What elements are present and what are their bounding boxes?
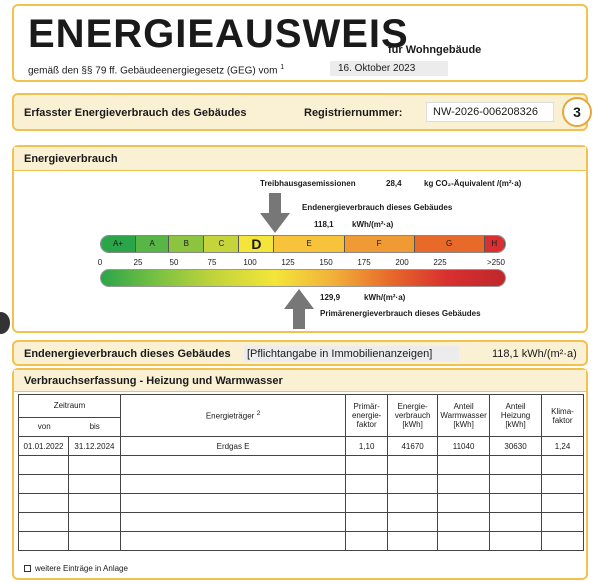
consumption-section (12, 368, 588, 580)
cell-from: 01.01.2022 (19, 437, 69, 456)
primary-energy-scale (100, 269, 506, 287)
empty-cell (68, 532, 120, 551)
ghg-label: Treibhausgasemissionen (260, 179, 356, 188)
empty-cell (346, 456, 388, 475)
end-energy-unit: kWh/(m²·a) (352, 220, 394, 229)
climate-factor-header: Klima- faktor (542, 395, 584, 437)
law-reference (28, 64, 284, 76)
table-row-empty (19, 475, 584, 494)
scale-tick-label: 150 (319, 258, 333, 267)
cell-climate-factor: 1,24 (542, 437, 584, 456)
empty-cell (490, 513, 542, 532)
law-footnote: 1 (280, 64, 285, 71)
scale-tick-label: 75 (207, 258, 217, 267)
scale-tick-label: >250 (486, 258, 506, 267)
cell-hot-water: 11040 (438, 437, 490, 456)
mandatory-tag: [Pflichtangabe in Immobilienanzeigen] (244, 346, 459, 362)
cell-carrier: Erdgas E (120, 437, 345, 456)
class-segment-3: C (204, 236, 239, 252)
class-segment-7: G (415, 236, 485, 252)
class-segment-6: F (345, 236, 415, 252)
ghg-value: 28,4 (386, 179, 402, 188)
empty-cell (388, 532, 438, 551)
empty-cell (542, 456, 584, 475)
empty-cell (120, 475, 345, 494)
empty-cell (438, 532, 490, 551)
class-segment-5: E (274, 236, 344, 252)
empty-cell (438, 456, 490, 475)
empty-cell (388, 475, 438, 494)
consumption-header: Energie- verbrauch [kWh] (388, 395, 438, 437)
empty-cell (19, 532, 69, 551)
table-row-empty (19, 532, 584, 551)
scale-tick-label: 200 (395, 258, 409, 267)
empty-cell (388, 513, 438, 532)
primary-energy-value: 129,9 (320, 293, 341, 302)
empty-cell (388, 494, 438, 513)
empty-cell (120, 494, 345, 513)
period-header-label: Zeitraum (19, 396, 120, 418)
table-row-empty (19, 513, 584, 532)
cell-to: 31.12.2024 (68, 437, 120, 456)
empty-cell (346, 532, 388, 551)
table-row (19, 437, 584, 456)
table-row-empty (19, 456, 584, 475)
end-energy-arrow-icon (260, 193, 290, 233)
scale-tick-label: 100 (243, 258, 257, 267)
header-box (12, 4, 588, 82)
class-segment-8: H (485, 236, 505, 252)
consumption-section-title: Verbrauchserfassung - Heizung und Warmwasser (14, 370, 586, 392)
end-energy-label: Endenergieverbrauch dieses Gebäudes (302, 203, 453, 212)
scale-tick-label: 50 (169, 258, 179, 267)
scale-tick-label: 25 (133, 258, 143, 267)
efficiency-scale (100, 235, 506, 253)
empty-cell (490, 475, 542, 494)
more-entries-note (24, 564, 128, 573)
empty-cell (120, 456, 345, 475)
empty-cell (19, 475, 69, 494)
scan-punch-hole (0, 312, 10, 334)
empty-cell (542, 475, 584, 494)
empty-cell (346, 475, 388, 494)
scale-tick-label: 175 (357, 258, 371, 267)
consumption-table (18, 394, 584, 551)
empty-cell (19, 494, 69, 513)
scale-tick-label: 225 (433, 258, 447, 267)
period-header (19, 395, 121, 437)
carrier-header-label: Energieträger (205, 411, 255, 421)
end-energy-value: 118,1 (314, 220, 334, 229)
empty-cell (490, 456, 542, 475)
primary-energy-unit: kWh/(m²·a) (364, 293, 406, 302)
hot-water-header: Anteil Warmwasser [kWh] (438, 395, 490, 437)
more-entries-checkbox[interactable] (24, 565, 31, 572)
empty-cell (438, 513, 490, 532)
empty-cell (68, 456, 120, 475)
document-subtitle: für Wohngebäude (388, 44, 482, 56)
empty-cell (346, 513, 388, 532)
end-energy-bar-value: 118,1 kWh/(m²·a) (492, 348, 577, 360)
law-text: gemäß den §§ 79 ff. Gebäudeenergiegesetz (GEG) vom (28, 65, 278, 77)
empty-cell (19, 513, 69, 532)
energy-section (12, 145, 588, 333)
energy-section-title: Energieverbrauch (14, 147, 586, 171)
empty-cell (542, 494, 584, 513)
table-row-empty (19, 494, 584, 513)
cell-heating: 30630 (490, 437, 542, 456)
cell-consumption: 41670 (388, 437, 438, 456)
empty-cell (438, 494, 490, 513)
registration-section-label: Erfasster Energieverbrauch des Gebäudes (24, 107, 247, 119)
empty-cell (438, 475, 490, 494)
to-header: bis (89, 421, 100, 431)
class-segment-4: D (239, 236, 274, 252)
document-title: ENERGIEAUSWEIS (28, 12, 409, 56)
class-segment-1: A (136, 236, 169, 252)
primary-factor-header: Primär- energie- faktor (346, 395, 388, 437)
end-energy-bar (12, 340, 588, 366)
ghg-unit: kg CO₂-Äquivalent /(m²·a) (424, 179, 522, 188)
scale-tick-label: 0 (97, 258, 103, 267)
class-segment-2: B (169, 236, 204, 252)
empty-cell (68, 494, 120, 513)
registration-number-label: Registriernummer: (304, 107, 403, 119)
empty-cell (68, 513, 120, 532)
carrier-footnote: 2 (256, 410, 261, 418)
class-segment-0: A+ (101, 236, 136, 252)
cell-primary-factor: 1,10 (346, 437, 388, 456)
heating-header: Anteil Heizung [kWh] (490, 395, 542, 437)
from-header: von (37, 421, 51, 431)
scale-tick-label: 125 (281, 258, 295, 267)
registration-number-field: NW-2026-006208326 (426, 102, 554, 122)
primary-energy-label: Primärenergieverbrauch dieses Gebäudes (320, 309, 481, 318)
law-date-field: 16. Oktober 2023 (330, 61, 448, 76)
empty-cell (346, 494, 388, 513)
more-entries-label: weitere Einträge in Anlage (35, 564, 128, 573)
empty-cell (388, 456, 438, 475)
empty-cell (542, 532, 584, 551)
page-number-badge: 3 (562, 97, 592, 127)
empty-cell (490, 532, 542, 551)
empty-cell (19, 456, 69, 475)
empty-cell (68, 475, 120, 494)
end-energy-bar-label: Endenergieverbrauch dieses Gebäudes (24, 348, 231, 360)
empty-cell (120, 513, 345, 532)
carrier-header (120, 395, 345, 437)
empty-cell (120, 532, 345, 551)
registration-bar (12, 93, 588, 131)
empty-cell (490, 494, 542, 513)
empty-cell (542, 513, 584, 532)
primary-energy-arrow-icon (284, 289, 314, 329)
